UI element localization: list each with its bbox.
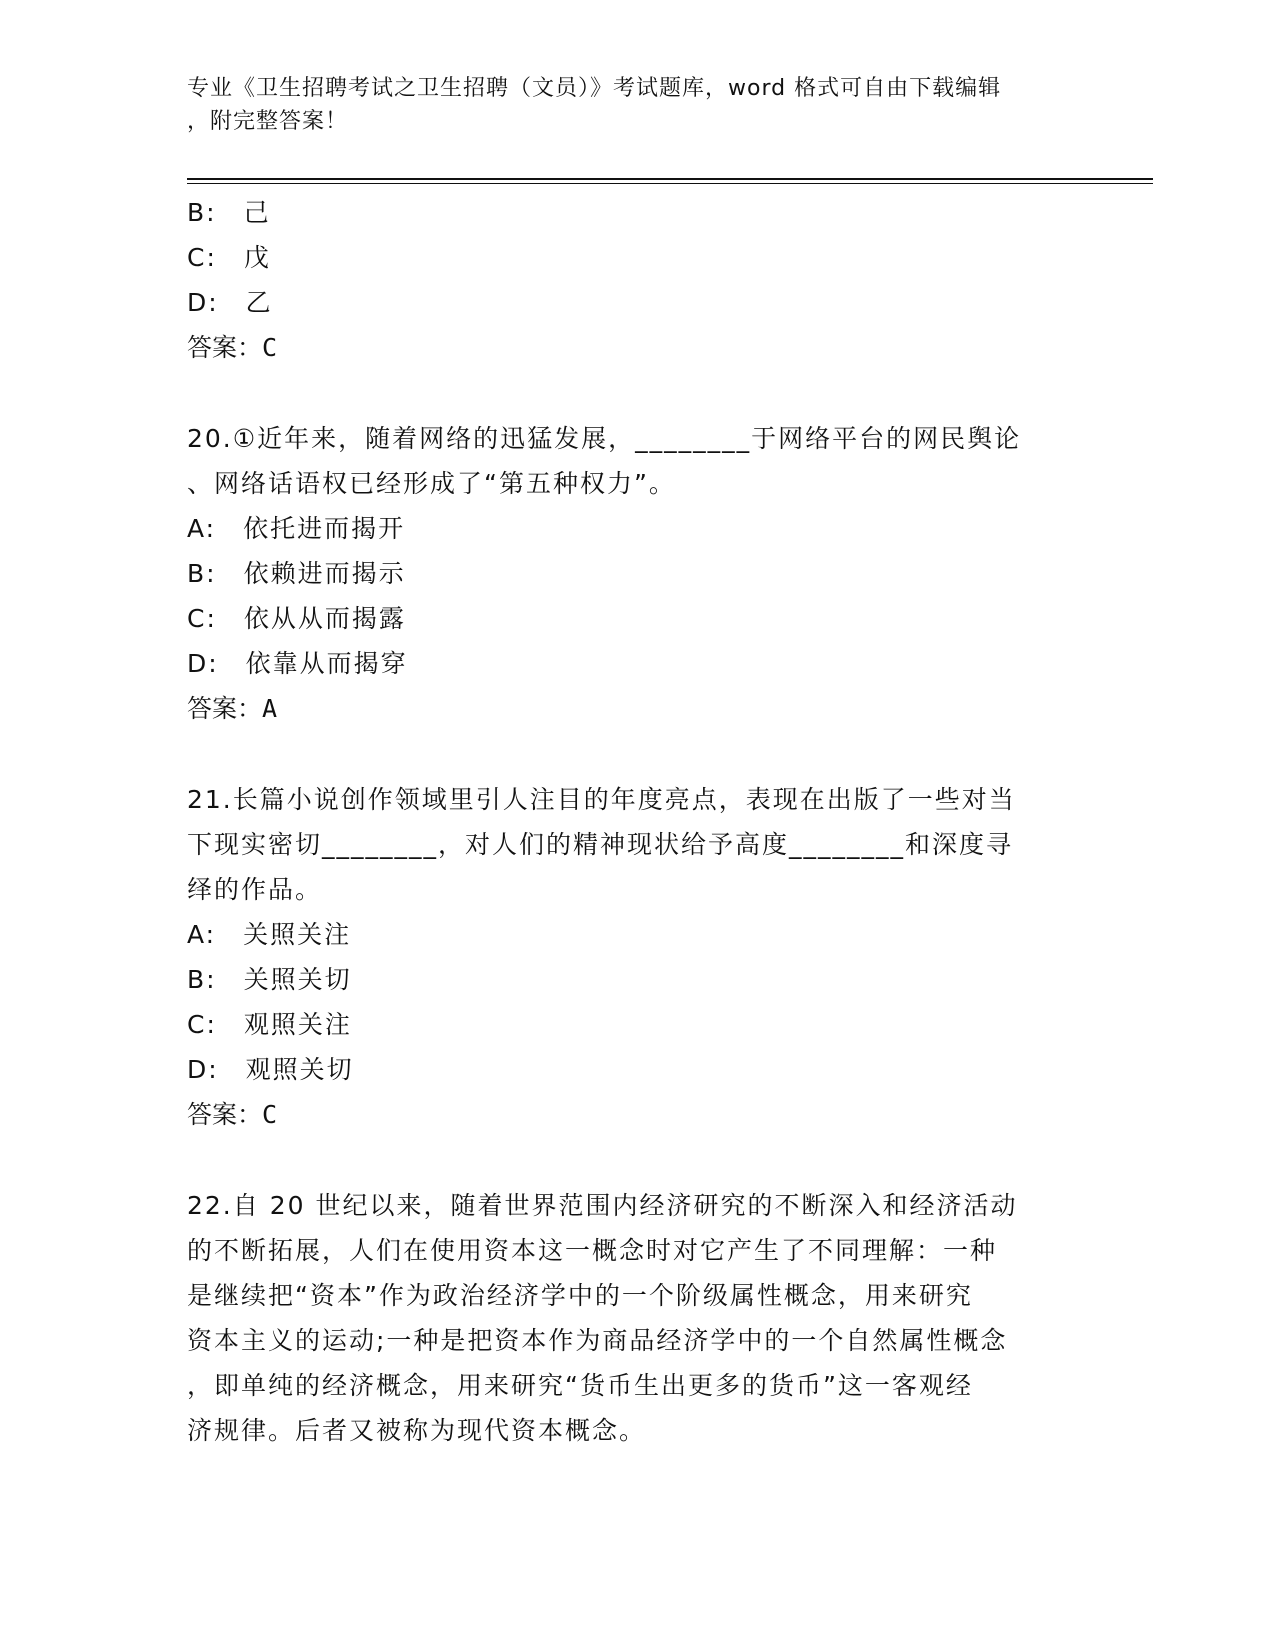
question-20 (187, 416, 1087, 731)
question-stem: 21.长篇小说创作领域里引人注目的年度亮点，表现在出版了一些对当 下现实密切________，对人们的精神现状给予高度________和深度寻 绎的作品。 (187, 785, 1016, 904)
question-21 (187, 777, 1087, 1137)
answer-value: A (262, 694, 278, 723)
answer-line (187, 325, 1087, 370)
option-b: B: 关照关切 (187, 965, 352, 994)
option-a: A: 依托进而揭开 (187, 514, 406, 543)
option-a: A: 关照关注 (187, 920, 352, 949)
answer-line (187, 1092, 1087, 1137)
option-b: B: 依赖进而揭示 (187, 559, 406, 588)
question-list (187, 190, 1087, 1453)
document-header: 专业《卫生招聘考试之卫生招聘（文员）》考试题库，word 格式可自由下载编辑 ，附完整答案！ (187, 76, 1002, 134)
question-19-tail (187, 190, 1087, 370)
answer-label: 答案： (187, 694, 263, 723)
question-stem: 22.自 20 世纪以来，随着世界范围内经济研究的不断深入和经济活动 的不断拓展，人们在使用资本这一概念时对它产生了不同理解：一种 是继续把“资本”作为政治经济学中的一个阶级属性概念，用来研究 资本主义的运动;一种是把资本作为商品经济学中的一个自然属性概念 ，即单纯的经济概念，用来研究“货币生出更多的货币”这一客观经 济规律。后者又被称为现代资本概念。 (187, 1191, 1018, 1445)
option-c: C: 依从从而揭露 (187, 604, 406, 633)
question-22 (187, 1183, 1087, 1453)
option-d: D: 依靠从而揭穿 (187, 649, 408, 678)
answer-value: C (262, 333, 278, 362)
question-stem: 20.①近年来，随着网络的迅猛发展，________于网络平台的网民舆论 、网络话语权已经形成了“第五种权力”。 (187, 424, 1022, 498)
option-c: C: 观照关注 (187, 1010, 352, 1039)
option-b: B: 己 (187, 198, 271, 227)
header-divider (187, 178, 1153, 180)
answer-line (187, 686, 1087, 731)
option-c: C: 戊 (187, 243, 271, 272)
option-d: D: 观照关切 (187, 1055, 354, 1084)
answer-label: 答案： (187, 333, 263, 362)
option-d: D: 乙 (187, 288, 273, 317)
header-divider-thin (187, 183, 1153, 184)
answer-value: C (262, 1100, 278, 1129)
answer-label: 答案： (187, 1100, 263, 1129)
